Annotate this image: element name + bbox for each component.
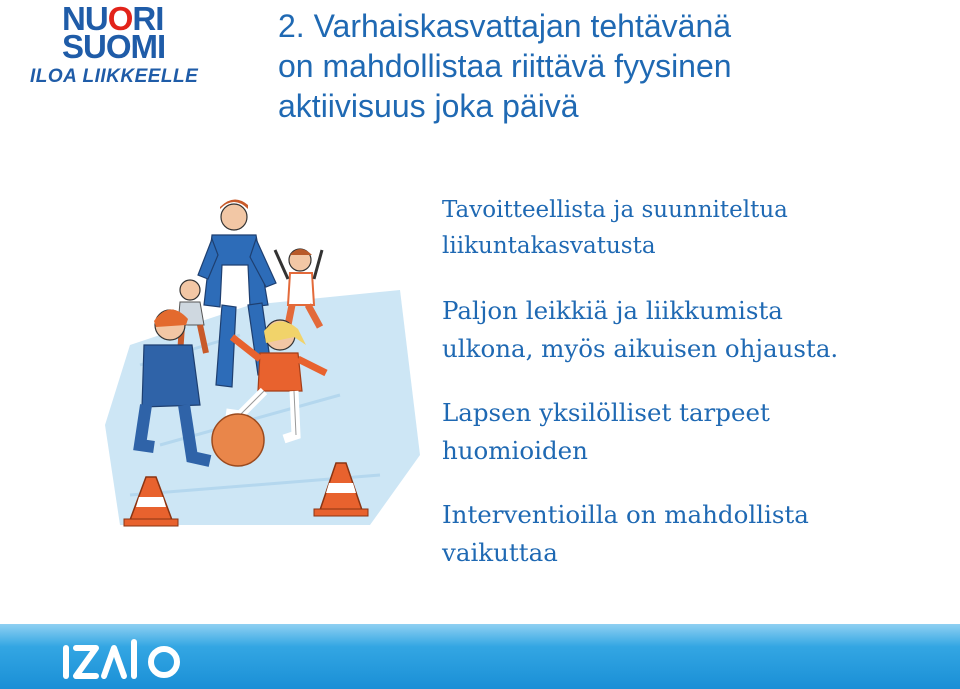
slide-title	[278, 6, 938, 126]
bullet-item: Tavoitteellista ja suunniteltua liikuntakasvatusta	[442, 197, 788, 259]
nuori-suomi-logo	[30, 0, 230, 90]
children-playing-illustration	[100, 195, 435, 545]
bullet-list	[442, 192, 942, 598]
logo-line-suomi: SUOMI	[62, 28, 166, 65]
izalo-logo	[60, 634, 190, 680]
logo-line-iloa: ILOA LIIKKEELLE	[30, 66, 199, 87]
bullet-item: Lapsen yksilölliset tarpeet huomioiden	[442, 398, 770, 465]
title-line-1: 2. Varhaiskasvattajan tehtävänä	[278, 8, 732, 44]
bullet-item: Paljon leikkiä ja liikkumista ulkona, myös aikuisen ohjausta.	[442, 296, 839, 363]
ball	[212, 414, 264, 466]
bullet-item: Interventioilla on mahdollista vaikuttaa	[442, 500, 809, 567]
title-line-2: on mahdollistaa riittävä fyysinen	[278, 48, 732, 84]
title-line-3: aktiivisuus joka päivä	[278, 88, 579, 124]
logo-line-nuori: NUORI	[62, 0, 164, 37]
